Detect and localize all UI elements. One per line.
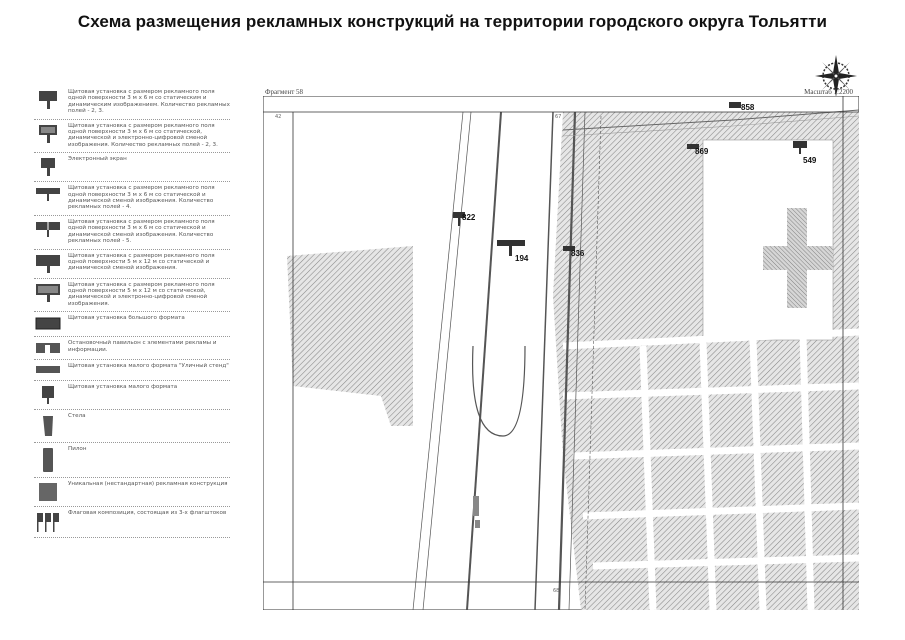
- legend-item-text: Остановочный павильон с элементами рекламы и информации.: [68, 340, 217, 353]
- large-format-board-icon: [34, 315, 62, 332]
- legend-item-text: Стела: [68, 413, 86, 420]
- billboard-3x6-digital-icon: [34, 123, 62, 144]
- sheet-number-67: 67: [555, 114, 562, 120]
- billboard-5x12-icon: [34, 253, 62, 274]
- map-canvas: [263, 96, 859, 610]
- scale-label: Масштаб 1:2200: [804, 88, 853, 96]
- legend-item-text: Пилон: [68, 446, 87, 453]
- legend-item: [34, 337, 230, 360]
- legend-item-text: Щитовая установка большого формата: [68, 315, 185, 322]
- legend-item-text: Электронный экран: [68, 156, 127, 163]
- pylon-icon: [34, 446, 62, 473]
- marker-label-858: 858: [741, 103, 755, 112]
- small-format-info-stand-icon: [34, 363, 62, 376]
- legend-item: [34, 120, 230, 154]
- marker-label-869: 869: [695, 147, 709, 156]
- billboard-5x12-digital-icon: [34, 282, 62, 303]
- electronic-screen-icon: [34, 156, 62, 177]
- marker-label-836: 836: [571, 249, 585, 258]
- legend-item: [34, 312, 230, 337]
- legend-item-text: Щитовая установка с размером рекламного поля одной поверхности 3 м х 6 м со статической и динамической сменой изображения. Количество рекламных полей - 4.: [68, 185, 215, 211]
- page-title: Схема размещения рекламных конструкций на территории городского округа Тольятти: [77, 12, 828, 31]
- legend-item-text: Щитовая установка с размером рекламного поля одной поверхности 5 м х 12 м со статической и динамической сменой изображения.: [68, 252, 215, 272]
- map-frame[interactable]: [263, 96, 859, 610]
- legend-item: [34, 478, 230, 507]
- legend-item-text: Щитовая установка малого формата "Уличный стенд": [68, 363, 229, 370]
- legend-item: [34, 216, 230, 250]
- legend-item: [34, 381, 230, 410]
- legend-item: [34, 410, 230, 443]
- legend-item-text: Флаговая композиция, состоящая из 3-х флагштоков: [68, 510, 227, 517]
- legend-item: [34, 507, 230, 538]
- legend-item-text: Щитовая установка малого формата: [68, 384, 178, 391]
- small-format-board-icon: [34, 384, 62, 405]
- legend: [34, 86, 230, 538]
- legend-item: [34, 360, 230, 381]
- fragment-label: Фрагмент 58: [265, 88, 304, 96]
- marker-858[interactable]: [729, 102, 741, 108]
- bus-stop-pavilion-icon: [34, 340, 62, 355]
- marker-label-822: 822: [462, 213, 476, 222]
- unique-structure-icon: [34, 481, 62, 502]
- stele-icon: [34, 413, 62, 438]
- sheet-number-68: 68: [553, 588, 560, 594]
- legend-item: [34, 250, 230, 279]
- legend-item: [34, 182, 230, 216]
- marker-label-549: 549: [803, 156, 817, 165]
- legend-item-text: Щитовая установка с размером рекламного поля одной поверхности 3 м х 6 м со статической и динамической сменой изображения. Количество рекламных полей - 5.: [68, 218, 215, 245]
- legend-item: [34, 443, 230, 478]
- sheet-number-42: 42: [275, 114, 282, 120]
- legend-item: [34, 153, 230, 182]
- legend-item-text: Щитовая установка с размером рекламного поля одной поверхности 3 м х 6 м со статической, динамической и электронно-цифровой сменой изображения. Количество рекламных полей - 2, 3.: [68, 122, 218, 148]
- billboard-3x6-icon: [34, 89, 62, 110]
- legend-item-text: Щитовая установка с размером рекламного поля одной поверхности 5 м х 12 м со статической, динамической и электронно-цифровой сменой изображения.: [68, 281, 215, 307]
- legend-item: [34, 279, 230, 313]
- billboard-4-fields-icon: [34, 185, 62, 202]
- marker-label-194: 194: [515, 254, 529, 263]
- billboard-5-fields-icon: [34, 219, 62, 238]
- legend-item-text: Уникальная (нестандартная) рекламная конструкция: [68, 481, 228, 488]
- flag-composition-icon: [34, 510, 62, 533]
- legend-item-text: Щитовая установка с размером рекламного поля одной поверхности 3 м х 6 м со статическим и динамическим изображением. Количество рекламных полей - 2, 3.: [68, 89, 230, 115]
- legend-item: [34, 86, 230, 120]
